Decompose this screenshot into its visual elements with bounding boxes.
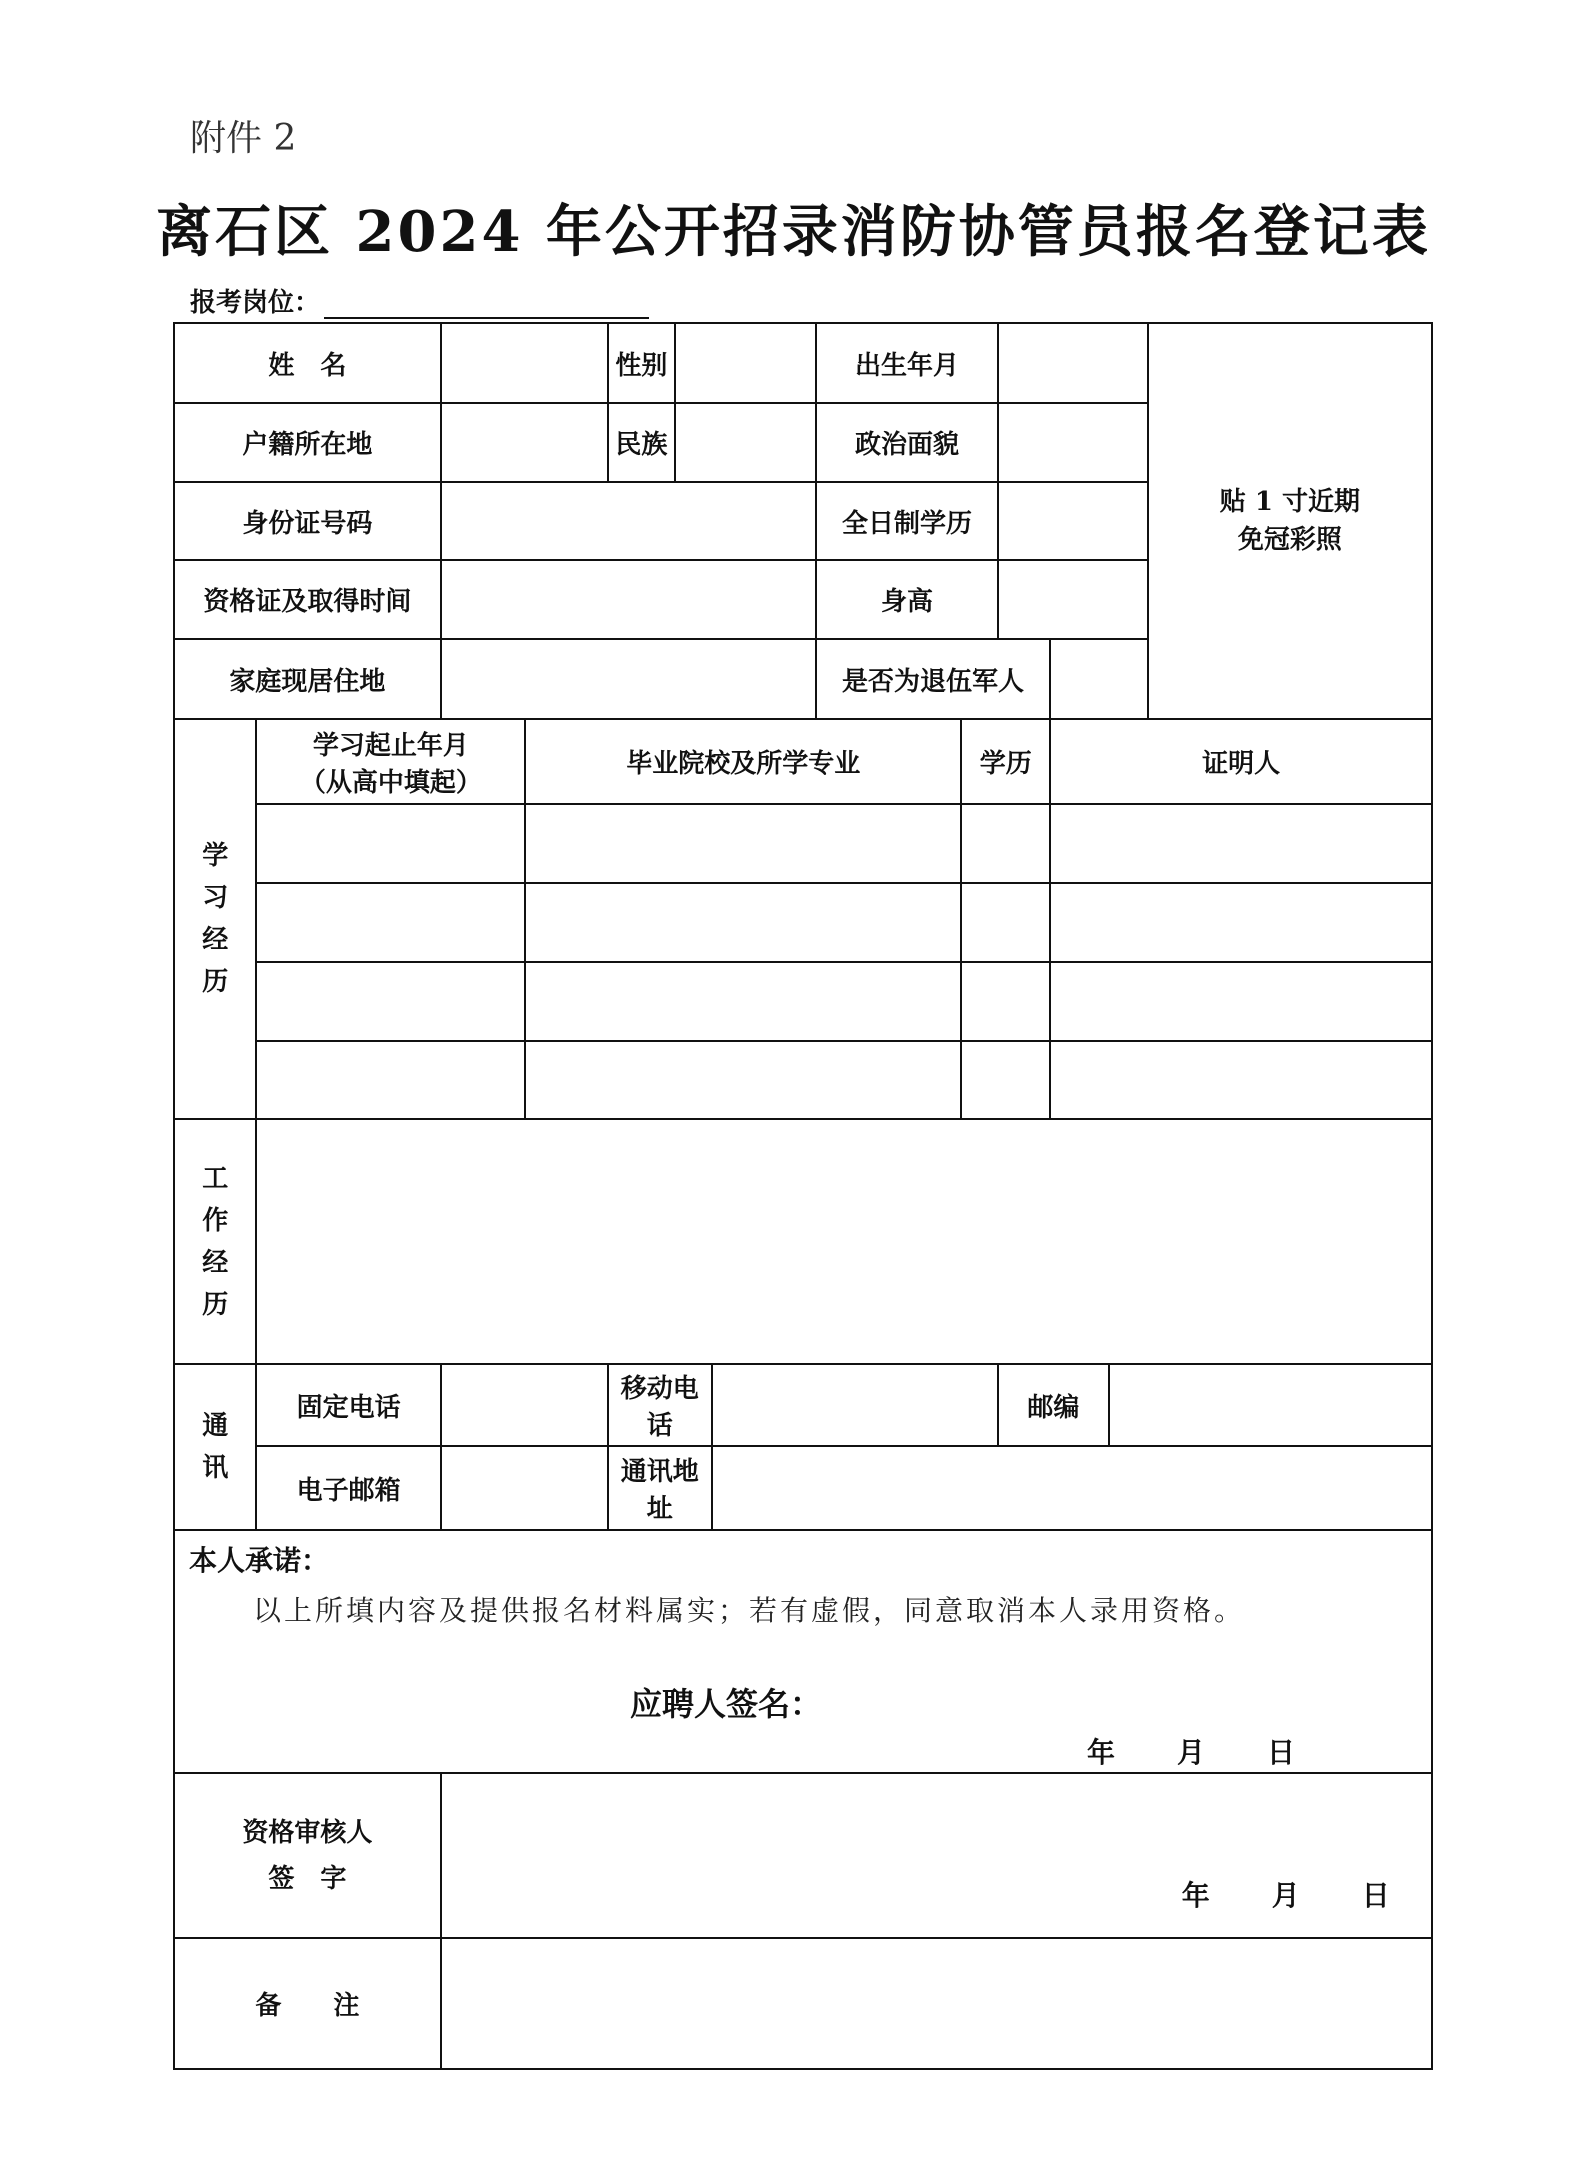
contact-vertical-text (175, 1405, 255, 1489)
review-label-line2: 签 字 (268, 1863, 347, 1894)
email-input[interactable] (441, 1446, 608, 1530)
study-witness-header: 证明人 (1050, 719, 1432, 804)
ethnicity-label: 民族 (608, 403, 675, 482)
attachment-label: 附件 2 (190, 118, 297, 159)
registration-table (173, 322, 1433, 2070)
study-school-input[interactable] (525, 1041, 961, 1119)
study-period-input[interactable] (256, 962, 525, 1041)
date-year: 年 (1087, 1736, 1116, 1769)
height-label: 身高 (816, 560, 998, 639)
fulltime-edu-input[interactable] (998, 482, 1148, 560)
address-label: 家庭现居住地 (174, 639, 441, 719)
gender-input[interactable] (675, 323, 816, 403)
remarks-input[interactable] (441, 1938, 1432, 2069)
vertical-char: 通 (202, 1411, 229, 1441)
study-section-label (174, 719, 256, 1119)
birth-label: 出生年月 (816, 323, 998, 403)
study-witness-input[interactable] (1050, 883, 1432, 962)
study-degree-input[interactable] (961, 883, 1050, 962)
promise-text: 以上所填内容及提供报名材料属实；若有虚假，同意取消本人录用资格。 (253, 1594, 1246, 1627)
review-signature-input[interactable] (441, 1773, 1432, 1938)
vertical-char: 工 (202, 1163, 229, 1194)
vertical-char: 历 (202, 1289, 229, 1320)
study-school-input[interactable] (525, 804, 961, 883)
email-label: 电子邮箱 (256, 1446, 440, 1530)
name-input[interactable] (441, 323, 608, 403)
study-period-input[interactable] (256, 804, 525, 883)
mail-address-input[interactable] (712, 1446, 1432, 1530)
height-input[interactable] (998, 560, 1148, 639)
form-title: 离石区 2024 年公开招录消防协管员报名登记表 (156, 199, 1431, 265)
work-section-label (174, 1119, 256, 1364)
vertical-char: 习 (202, 883, 229, 913)
vertical-char: 经 (202, 925, 229, 955)
mobile-input[interactable] (712, 1364, 998, 1446)
photo-box[interactable] (1148, 323, 1432, 719)
photo-text-2: 免冠彩照 (1237, 525, 1342, 555)
political-label: 政治面貌 (816, 403, 998, 482)
postcode-label: 邮编 (998, 1364, 1109, 1446)
certificate-input[interactable] (441, 560, 816, 639)
study-period-input[interactable] (256, 883, 525, 962)
veteran-label: 是否为退伍军人 (816, 639, 1050, 719)
vertical-char: 经 (202, 1247, 229, 1278)
study-school-header: 毕业院校及所学专业 (525, 719, 961, 804)
promise-date (1087, 1731, 1357, 1771)
vertical-char: 学 (202, 841, 229, 871)
date-month: 月 (1271, 1879, 1300, 1912)
ethnicity-input[interactable] (675, 403, 816, 482)
veteran-input[interactable] (1050, 639, 1148, 719)
signature-label: 应聘人签名： (630, 1685, 823, 1723)
address-input[interactable] (441, 639, 816, 719)
study-vertical-text (175, 835, 255, 1003)
study-witness-input[interactable] (1050, 804, 1432, 883)
date-year: 年 (1181, 1879, 1210, 1912)
postcode-input[interactable] (1109, 1364, 1432, 1446)
gender-label: 性别 (608, 323, 675, 403)
study-witness-input[interactable] (1050, 1041, 1432, 1119)
study-school-input[interactable] (525, 883, 961, 962)
study-degree-input[interactable] (961, 804, 1050, 883)
household-input[interactable] (441, 403, 608, 482)
post-label: 报考岗位： (190, 288, 321, 318)
review-label (174, 1773, 441, 1938)
household-label: 户籍所在地 (174, 403, 441, 482)
work-vertical-text (175, 1158, 255, 1326)
date-day: 日 (1267, 1736, 1296, 1769)
landline-input[interactable] (441, 1364, 608, 1446)
mobile-label: 移动电话 (608, 1364, 712, 1446)
study-period-header (256, 719, 525, 804)
vertical-char: 讯 (202, 1453, 229, 1483)
date-day: 日 (1361, 1879, 1390, 1912)
study-witness-input[interactable] (1050, 962, 1432, 1041)
landline-label: 固定电话 (256, 1364, 440, 1446)
id-number-label: 身份证号码 (174, 482, 441, 560)
promise-title: 本人承诺： (189, 1544, 330, 1577)
post-input[interactable] (324, 287, 649, 319)
study-period-line1: 学习起止年月 (312, 730, 469, 761)
study-degree-input[interactable] (961, 962, 1050, 1041)
fulltime-edu-label: 全日制学历 (816, 482, 998, 560)
study-degree-header: 学历 (961, 719, 1050, 804)
date-month: 月 (1177, 1736, 1206, 1769)
review-label-line1: 资格审核人 (242, 1817, 373, 1848)
promise-section (174, 1530, 1432, 1773)
vertical-char: 历 (202, 967, 229, 997)
contact-section-label (174, 1364, 256, 1530)
vertical-char: 作 (202, 1205, 229, 1236)
birth-input[interactable] (998, 323, 1148, 403)
remarks-label: 备 注 (174, 1938, 441, 2069)
political-input[interactable] (998, 403, 1148, 482)
photo-text-1: 贴 1 寸近期 (1219, 487, 1360, 517)
work-history-input[interactable] (256, 1119, 1432, 1364)
id-number-input[interactable] (441, 482, 816, 560)
study-period-input[interactable] (256, 1041, 525, 1119)
review-date (1151, 1874, 1421, 1914)
post-field (190, 282, 649, 319)
study-period-line2: （从高中填起） (299, 767, 482, 798)
study-degree-input[interactable] (961, 1041, 1050, 1119)
name-label: 姓 名 (174, 323, 441, 403)
study-school-input[interactable] (525, 962, 961, 1041)
certificate-label: 资格证及取得时间 (174, 560, 441, 639)
mail-address-label: 通讯地址 (608, 1446, 712, 1530)
